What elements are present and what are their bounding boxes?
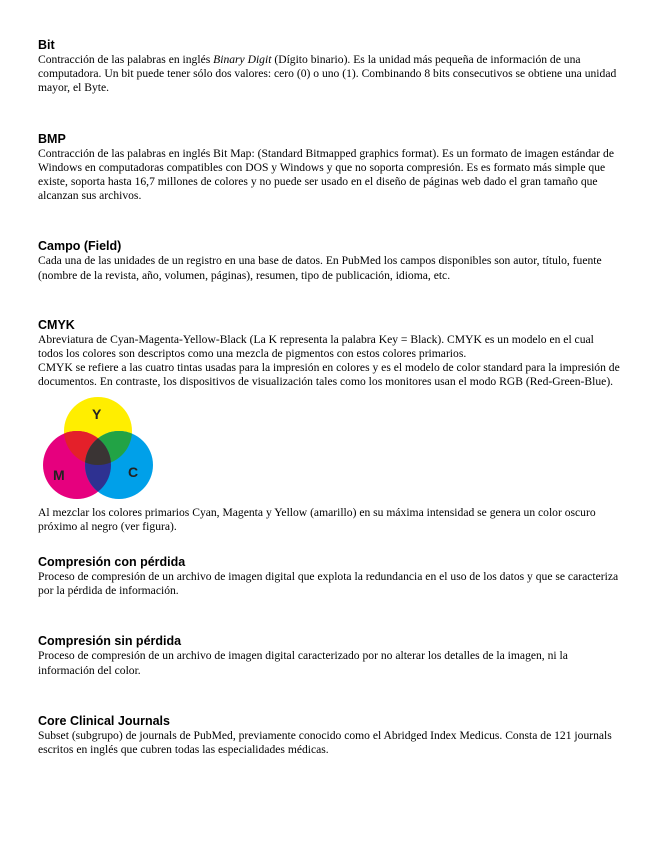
term-definition: Proceso de compresión de un archivo de imagen digital caracterizado por no alterar los detalles de la imagen, ni la información del color. (38, 649, 568, 677)
term-definition: Proceso de compresión de un archivo de imagen digital que explota la redundancia en el uso de los datos y que se caracteriza por la pérdida de información. (38, 570, 619, 598)
term-definition-continued: CMYK se refiere a las cuatro tintas usadas para la impresión en colores y es el modelo de color standard para la impresión de documentos. En contraste, los dispositivos de visualización tales como los monitores usan el modo RGB (Red-Green-Blue). (38, 361, 620, 389)
term-title: Core Clinical Journals (38, 713, 170, 728)
term-title: Bit (38, 38, 55, 52)
term-definition: Subset (subgrupo) de journals de PubMed, previamente conocido como el Abridged Index Medicus. Consta de 121 journals escritos en inglés que cubren todas las especialidades médicas. (38, 728, 612, 757)
term-title: Compresión sin pérdida (38, 634, 182, 649)
definition-text: Contracción de las palabras en inglés (38, 53, 214, 66)
entry-core-clinical-journals (38, 714, 620, 757)
definition-emphasis: Binary Digit (213, 53, 272, 66)
entry-compresion-con-perdida (38, 555, 620, 598)
term-definition (38, 53, 620, 96)
entry-bit (38, 38, 620, 96)
entry-cmyk (38, 318, 620, 534)
term-definition-after-figure: Al mezclar los colores primarios Cyan, Magenta y Yellow (amarillo) en su máxima intensidad se genera un color oscuro próximo al negro (ver figura). (38, 505, 596, 533)
term-definition: Contracción de las palabras en inglés Bit Map: (Standard Bitmapped graphics format). Es un formato de imagen estándar de Windows en computadoras compatibles con DOS y Windows y que no soporta compresión. Es es formato más simple que existe, soporta hasta 16,7 millones de colores y no puede ser usado en el diseño de páginas web dado el gran tamaño que alcanzan sus archivos. (38, 146, 614, 203)
label-c: C (128, 463, 139, 480)
glossary-page (38, 38, 620, 757)
term-definition: Abreviatura de Cyan-Magenta-Yellow-Black (La K representa la palabra Key = Black). CMYK es un modelo en el cual todos los colores son descriptos como una mezcla de pigmentos con estos colores primarios. (38, 332, 594, 361)
entry-bmp (38, 132, 620, 204)
definition-text: (Dígito binario). Es la unidad más pequeña de información de una computadora. Un bit puede tener sólo dos valores: cero (0) o uno (1). Combinando 8 bits consecutivos se obtiene una unidad mayor, el Byte. (38, 53, 617, 95)
term-title: Compresión con pérdida (38, 555, 186, 570)
entry-compresion-sin-perdida (38, 634, 620, 677)
term-title: CMYK (38, 317, 75, 332)
entry-campo (38, 239, 620, 282)
term-title: BMP (38, 131, 66, 146)
label-y: Y (92, 405, 102, 422)
term-title: Campo (Field) (38, 239, 122, 254)
term-definition: Cada una de las unidades de un registro en una base de datos. En PubMed los campos disponibles son autor, título, fuente (nombre de la revista, año, volumen, páginas), resumen, tipo de publicación, idioma, etc. (38, 254, 602, 282)
label-m: M (53, 466, 65, 483)
cmyk-color-diagram (38, 395, 158, 503)
